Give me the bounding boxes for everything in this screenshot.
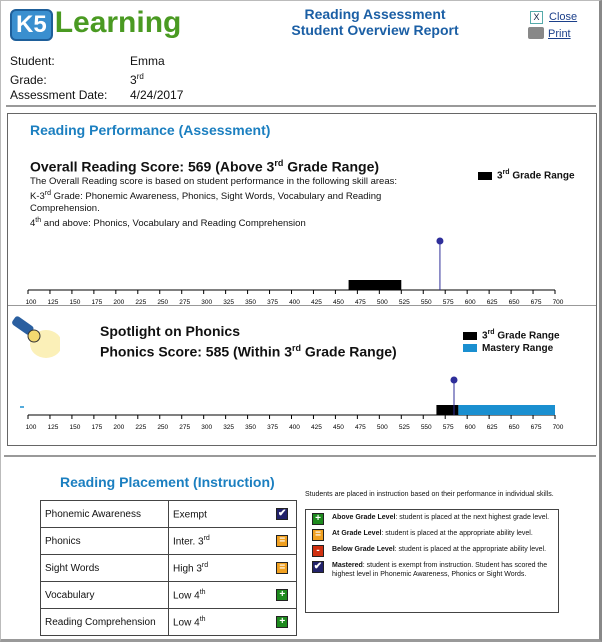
- student-info: [10, 54, 183, 103]
- sup: rd: [274, 158, 284, 168]
- overall-score-chart: [0, 230, 604, 315]
- tick-label: 400: [289, 424, 300, 431]
- tick-label: 425: [311, 424, 322, 431]
- phonics-score-chart: [0, 370, 604, 440]
- status-mastered-icon: ✔: [313, 561, 323, 572]
- placement-row: [41, 582, 297, 609]
- desc-line: [30, 188, 430, 215]
- tick-label: 150: [69, 299, 81, 306]
- placement-row: [41, 501, 297, 528]
- tick-label: 675: [530, 299, 542, 306]
- status-cell: [269, 555, 297, 582]
- tick-label: 325: [223, 424, 235, 431]
- t: Above Grade Level: [332, 514, 396, 521]
- t: Phonics Score: 585 (Within 3: [100, 343, 293, 360]
- status-above-icon: +: [276, 616, 288, 628]
- skill-name: Vocabulary: [41, 582, 169, 609]
- t: Grade Range: [512, 170, 575, 182]
- skill-name: Sight Words: [41, 555, 169, 582]
- score-marker: [436, 238, 443, 245]
- tick-label: 675: [530, 424, 542, 431]
- tick-label: 250: [157, 299, 169, 306]
- score-marker: [450, 377, 457, 384]
- tick-label: 550: [420, 299, 432, 306]
- tick-label: 200: [113, 299, 125, 306]
- title-line-1: Reading Assessment: [304, 6, 446, 22]
- tick-label: 175: [91, 299, 103, 306]
- legend-grade-range-2: [463, 329, 560, 341]
- t: Exempt: [173, 509, 207, 521]
- sup: rd: [201, 561, 209, 569]
- tick-label: 175: [91, 424, 103, 431]
- legend-item: [310, 529, 554, 541]
- tick-label: 200: [113, 424, 125, 431]
- status-cell: [269, 528, 297, 555]
- placement-intro: Students are placed in instruction based on their performance in individual skills.: [305, 491, 554, 498]
- legend-item: [310, 561, 554, 579]
- t: Grade Range): [301, 343, 397, 360]
- legend-text: [332, 561, 554, 579]
- tick-label: 575: [442, 424, 454, 431]
- tick-label: 350: [245, 424, 257, 431]
- printer-icon: [528, 27, 544, 39]
- divider: [4, 455, 596, 457]
- grade-label: Grade:: [10, 73, 47, 87]
- sup: rd: [292, 343, 302, 353]
- sup: th: [199, 615, 206, 623]
- assessment-date: 4/24/2017: [130, 88, 184, 102]
- divider: [8, 305, 596, 306]
- tick-label: 525: [398, 424, 410, 431]
- legend-mastery-range: [463, 343, 553, 354]
- tick-label: 425: [311, 299, 322, 306]
- legend-swatch: [463, 332, 477, 340]
- skill-name: Phonemic Awareness: [41, 501, 169, 528]
- close-button[interactable]: [530, 7, 577, 25]
- status-mastered-icon: ✔: [278, 508, 287, 519]
- tick-label: 700: [552, 299, 564, 306]
- legend-swatch: [463, 344, 477, 352]
- legend-text: [332, 529, 533, 541]
- t: Inter. 3: [173, 536, 204, 548]
- tick-label: 250: [157, 424, 169, 431]
- sup: rd: [487, 329, 495, 336]
- tick-label: 500: [376, 424, 388, 431]
- tick-label: 450: [332, 299, 344, 306]
- tick-label: 525: [398, 299, 410, 306]
- divider: [6, 105, 596, 107]
- tick-label: 650: [508, 424, 520, 431]
- t: 3: [482, 330, 488, 342]
- mastery-range-bar: [458, 405, 555, 415]
- skill-level: [169, 555, 269, 582]
- status-above-icon: +: [276, 589, 288, 601]
- tick-label: 400: [289, 299, 300, 306]
- tick-label: 500: [376, 299, 388, 306]
- report-title: [290, 6, 460, 38]
- status-at-icon: =: [312, 529, 324, 541]
- skill-name: Phonics: [41, 528, 169, 555]
- placement-row: [41, 609, 297, 636]
- skill-level: [169, 501, 269, 528]
- placement-table: [40, 500, 297, 636]
- overall-score-tail: Grade Range): [283, 158, 380, 175]
- tick-label: 150: [69, 424, 81, 431]
- tick-label: 100: [25, 424, 37, 431]
- status-cell: [269, 501, 297, 528]
- tick-label: 475: [354, 299, 366, 306]
- t: Below Grade Level: [332, 546, 395, 553]
- t: 4: [30, 218, 36, 230]
- grade-range-bar: [436, 405, 458, 415]
- placement-legend: [305, 509, 559, 613]
- status-cell: [269, 582, 297, 609]
- print-link[interactable]: Print: [548, 28, 571, 40]
- close-icon: X: [530, 11, 543, 24]
- phonics-score: [100, 343, 397, 360]
- sup: rd: [44, 190, 52, 197]
- skill-level: [169, 582, 269, 609]
- t: : student is exempt from instruction. Student has scored the highest level in Phonemic Awareness, Phonics or Sight Words.: [332, 562, 548, 578]
- overall-score: [30, 158, 379, 175]
- legend-item: [310, 545, 554, 557]
- tick-label: 225: [135, 424, 147, 431]
- status-above-icon: +: [312, 513, 324, 525]
- status-below-icon: -: [312, 545, 324, 557]
- legend-swatch: [478, 172, 492, 180]
- status-at-icon: =: [276, 562, 288, 574]
- tick-label: 350: [245, 299, 257, 306]
- legend-text: [332, 545, 546, 557]
- tick-label: 375: [267, 299, 278, 306]
- t: Grade Range: [497, 330, 560, 342]
- t: K-3: [30, 191, 45, 203]
- tick-label: 575: [442, 299, 454, 306]
- tick-label: 275: [179, 299, 191, 306]
- tick-label: 450: [332, 424, 344, 431]
- close-link[interactable]: Close: [549, 11, 578, 23]
- sup: rd: [502, 169, 510, 176]
- status-at-icon: =: [276, 535, 288, 547]
- tick-label: 300: [201, 424, 213, 431]
- tick-label: 275: [179, 424, 191, 431]
- tick-label: 625: [486, 424, 498, 431]
- t: Low 4: [173, 617, 200, 629]
- t: : student is placed at the appropriate ability level.: [381, 530, 533, 537]
- overall-score-text: Overall Reading Score: 569 (Above 3: [30, 158, 275, 175]
- tick-label: 125: [47, 299, 59, 306]
- placement-row: [41, 528, 297, 555]
- t: Low 4: [173, 590, 200, 602]
- t: and above: Phonics, Vocabulary and Reading Comprehension: [41, 218, 306, 230]
- t: Mastered: [332, 562, 363, 569]
- date-label: Assessment Date:: [10, 88, 108, 102]
- t: 3: [497, 170, 503, 182]
- t: : student is placed at the appropriate ability level.: [394, 546, 547, 553]
- desc-line: The Overall Reading score is based on student performance in the following skill areas:: [30, 176, 397, 187]
- skill-level: [169, 609, 269, 636]
- spotlight-title: Spotlight on Phonics: [100, 323, 240, 339]
- k5-logo: K5 Learning: [10, 6, 181, 41]
- student-name: Emma: [130, 54, 165, 68]
- grade-range-bar: [349, 280, 402, 290]
- tick-label: 475: [354, 424, 366, 431]
- tick-label: 125: [47, 424, 59, 431]
- grade-value: 3: [130, 73, 137, 87]
- legend-grade-range-1: [478, 169, 575, 181]
- sup: th: [199, 588, 206, 596]
- t: Mastery Range: [482, 343, 554, 354]
- tick-label: 100: [25, 299, 37, 306]
- t: High 3: [173, 563, 202, 575]
- tick-label: 550: [420, 424, 432, 431]
- print-button[interactable]: [528, 24, 571, 42]
- student-label: Student:: [10, 54, 55, 68]
- t: At Grade Level: [332, 530, 382, 537]
- t: Grade: Phonemic Awareness, Phonics, Sight Words, Vocabulary and Reading Comprehension.: [30, 191, 382, 215]
- sup: th: [35, 217, 42, 225]
- tick-label: 375: [267, 424, 278, 431]
- tick-label: 700: [552, 424, 564, 431]
- sup: rd: [203, 534, 210, 542]
- tick-label: 625: [486, 299, 498, 306]
- tick-label: 300: [201, 299, 213, 306]
- skill-level: [169, 528, 269, 555]
- legend-item: [310, 513, 554, 525]
- performance-title: Reading Performance (Assessment): [30, 122, 271, 138]
- t: : student is placed at the next highest grade level.: [395, 514, 550, 521]
- tick-label: 650: [508, 299, 520, 306]
- overall-description: [30, 176, 430, 230]
- placement-row: [41, 555, 297, 582]
- desc-line: [30, 215, 430, 230]
- flashlight-icon: [10, 314, 50, 354]
- status-cell: [269, 609, 297, 636]
- tick-label: 325: [223, 299, 235, 306]
- tick-label: 600: [464, 299, 476, 306]
- placement-title: Reading Placement (Instruction): [60, 474, 275, 490]
- title-line-2: Student Overview Report: [291, 22, 459, 38]
- tick-label: 225: [135, 299, 147, 306]
- grade-sup: rd: [136, 72, 144, 81]
- skill-name: Reading Comprehension: [41, 609, 169, 636]
- tick-label: 600: [464, 424, 476, 431]
- legend-text: [332, 513, 549, 525]
